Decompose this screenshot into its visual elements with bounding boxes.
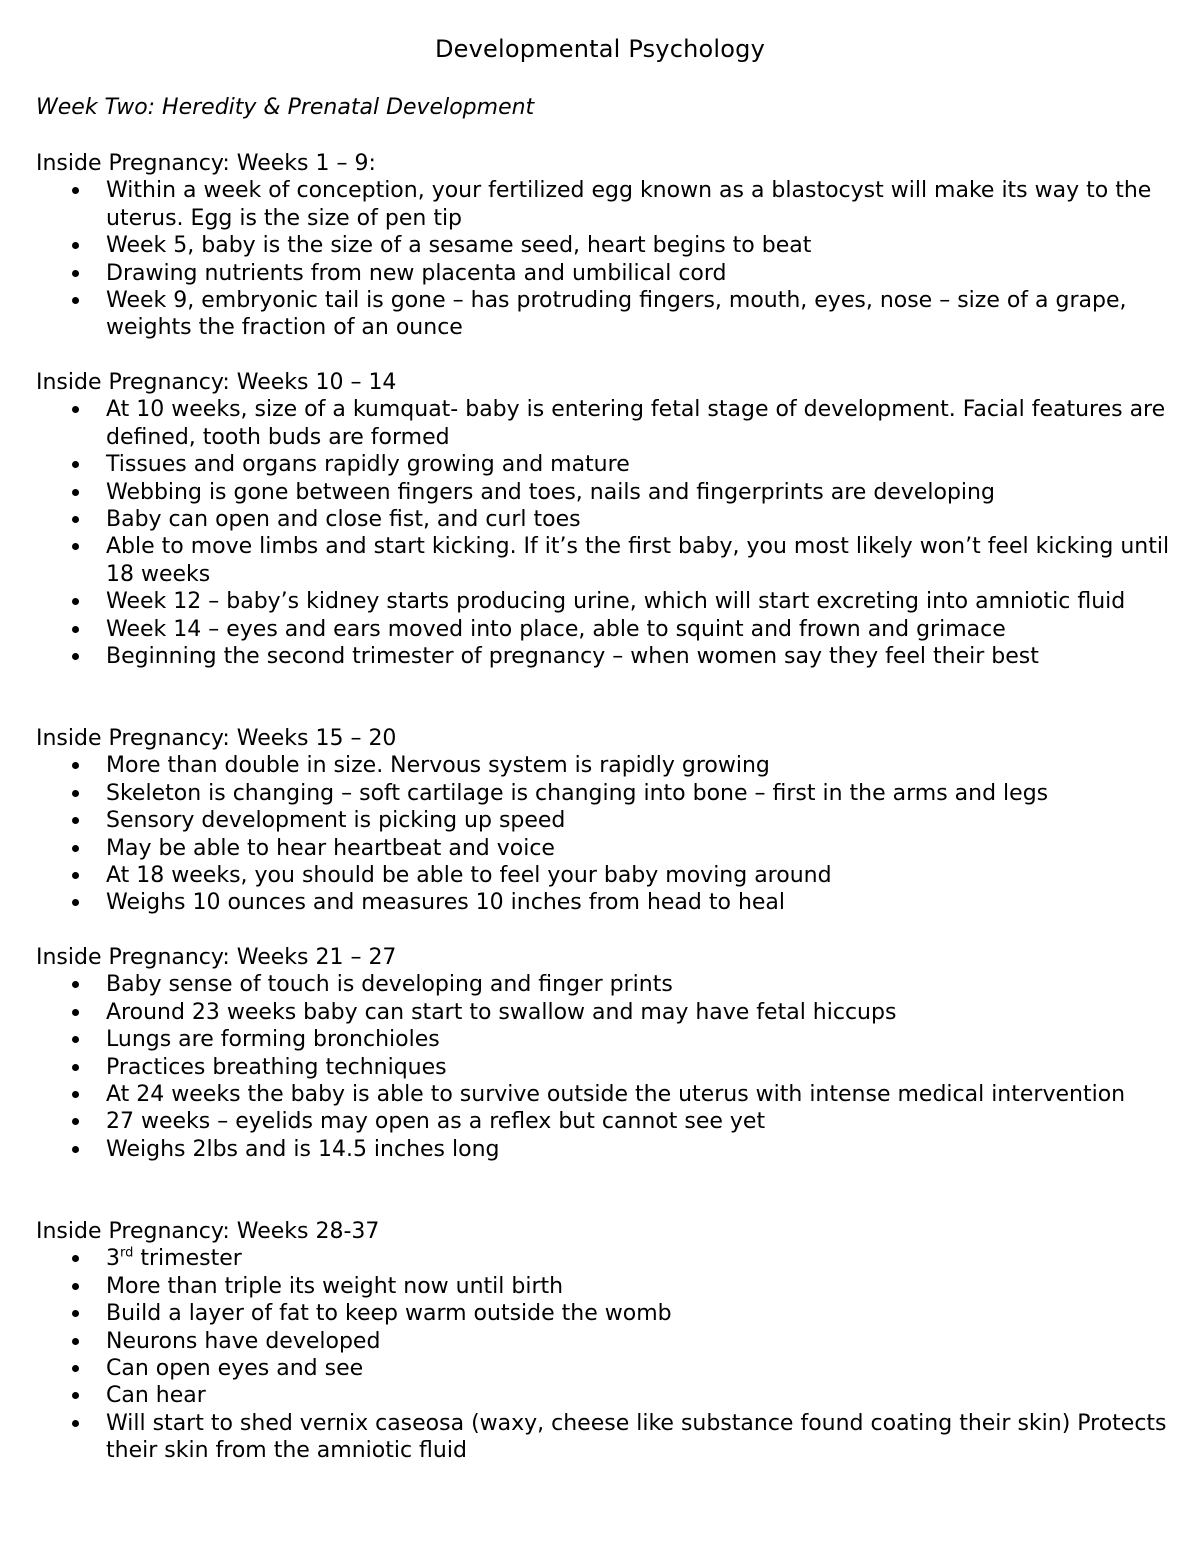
list-item: Sensory development is picking up speed xyxy=(36,807,1176,834)
list-item: Practices breathing techniques xyxy=(36,1054,1176,1081)
document-subtitle: Week Two: Heredity & Prenatal Development xyxy=(36,95,535,120)
list-item: Weighs 2lbs and is 14.5 inches long xyxy=(36,1136,1176,1163)
bullet-icon xyxy=(72,598,79,605)
section-weeks-10-14 xyxy=(36,369,1176,670)
bullet-icon xyxy=(72,1338,79,1345)
list-item-trimester xyxy=(36,1245,1176,1272)
list-item: Baby sense of touch is developing and finger prints xyxy=(36,971,1176,998)
list-item: At 18 weeks, you should be able to feel your baby moving around xyxy=(36,862,1176,889)
list-item: Weighs 10 ounces and measures 10 inches from head to heal xyxy=(36,889,1176,916)
trimester-text: trimester xyxy=(133,1246,242,1272)
list-item: Webbing is gone between fingers and toes, nails and fingerprints are developing xyxy=(36,479,1176,506)
bullet-icon xyxy=(72,187,79,194)
list-item: Will start to shed vernix caseosa (waxy, cheese like substance found coating their skin) Protects their skin from the amniotic fluid xyxy=(36,1410,1176,1465)
list-item: Within a week of conception, your fertilized egg known as a blastocyst will make its way to the uterus. Egg is the size of pen tip xyxy=(36,177,1176,232)
bullet-list xyxy=(36,752,1176,916)
bullet-icon xyxy=(72,1283,79,1290)
bullet-list xyxy=(36,396,1176,670)
bullet-icon xyxy=(72,845,79,852)
list-item: Able to move limbs and start kicking. If it’s the first baby, you most likely won’t feel kicking until 18 weeks xyxy=(36,533,1176,588)
section-heading: Inside Pregnancy: Weeks 21 – 27 xyxy=(36,945,397,970)
list-item: At 10 weeks, size of a kumquat- baby is entering fetal stage of development. Facial features are defined, tooth buds are formed xyxy=(36,396,1176,451)
list-item: Week 12 – baby’s kidney starts producing urine, which will start excreting into amniotic fluid xyxy=(36,588,1176,615)
list-item: At 24 weeks the baby is able to survive outside the uterus with intense medical intervention xyxy=(36,1081,1176,1108)
bullet-list xyxy=(36,971,1176,1163)
list-item: Week 14 – eyes and ears moved into place, able to squint and frown and grimace xyxy=(36,616,1176,643)
list-item: Can hear xyxy=(36,1382,1176,1409)
section-weeks-21-27 xyxy=(36,944,1176,1163)
bullet-icon xyxy=(72,543,79,550)
bullet-icon xyxy=(72,1420,79,1427)
list-item: More than double in size. Nervous system is rapidly growing xyxy=(36,752,1176,779)
bullet-list xyxy=(36,177,1176,341)
bullet-icon xyxy=(72,1255,79,1262)
bullet-list xyxy=(36,1245,1176,1464)
bullet-icon xyxy=(72,461,79,468)
section-weeks-15-20 xyxy=(36,725,1176,917)
bullet-icon xyxy=(72,899,79,906)
bullet-icon xyxy=(72,1009,79,1016)
bullet-icon xyxy=(72,489,79,496)
bullet-icon xyxy=(72,1064,79,1071)
bullet-icon xyxy=(72,242,79,249)
ordinal-suffix: rd xyxy=(120,1246,134,1262)
bullet-icon xyxy=(72,516,79,523)
section-heading: Inside Pregnancy: Weeks 15 – 20 xyxy=(36,726,397,751)
bullet-icon xyxy=(72,762,79,769)
list-item: Neurons have developed xyxy=(36,1328,1176,1355)
bullet-icon xyxy=(72,981,79,988)
bullet-icon xyxy=(72,297,79,304)
bullet-icon xyxy=(72,270,79,277)
list-item: More than triple its weight now until birth xyxy=(36,1273,1176,1300)
section-heading: Inside Pregnancy: Weeks 28-37 xyxy=(36,1219,380,1244)
bullet-icon xyxy=(72,1118,79,1125)
trimester-number: 3 xyxy=(106,1246,120,1272)
bullet-icon xyxy=(72,406,79,413)
list-item: Lungs are forming bronchioles xyxy=(36,1026,1176,1053)
section-weeks-1-9 xyxy=(36,150,1176,342)
section-heading: Inside Pregnancy: Weeks 1 – 9: xyxy=(36,151,376,176)
bullet-icon xyxy=(72,1146,79,1153)
bullet-icon xyxy=(72,653,79,660)
list-item: May be able to hear heartbeat and voice xyxy=(36,835,1176,862)
list-item: Baby can open and close fist, and curl toes xyxy=(36,506,1176,533)
bullet-icon xyxy=(72,1310,79,1317)
list-item: Week 9, embryonic tail is gone – has protruding fingers, mouth, eyes, nose – size of a grape, weights the fraction of an ounce xyxy=(36,287,1176,342)
bullet-icon xyxy=(72,1036,79,1043)
list-item: 27 weeks – eyelids may open as a reflex but cannot see yet xyxy=(36,1108,1176,1135)
bullet-icon xyxy=(72,817,79,824)
list-item: Can open eyes and see xyxy=(36,1355,1176,1382)
bullet-icon xyxy=(72,1392,79,1399)
bullet-icon xyxy=(72,790,79,797)
list-item: Around 23 weeks baby can start to swallow and may have fetal hiccups xyxy=(36,999,1176,1026)
section-weeks-28-37 xyxy=(36,1218,1176,1465)
list-item: Skeleton is changing – soft cartilage is changing into bone – first in the arms and legs xyxy=(36,780,1176,807)
list-item: Week 5, baby is the size of a sesame seed, heart begins to beat xyxy=(36,232,1176,259)
list-item: Drawing nutrients from new placenta and umbilical cord xyxy=(36,260,1176,287)
list-item: Tissues and organs rapidly growing and mature xyxy=(36,451,1176,478)
bullet-icon xyxy=(72,626,79,633)
list-item: Beginning the second trimester of pregnancy – when women say they feel their best xyxy=(36,643,1176,670)
bullet-icon xyxy=(72,1091,79,1098)
document-title: Developmental Psychology xyxy=(434,35,765,63)
bullet-icon xyxy=(72,1365,79,1372)
list-item: Build a layer of fat to keep warm outside the womb xyxy=(36,1300,1176,1327)
bullet-icon xyxy=(72,872,79,879)
section-heading: Inside Pregnancy: Weeks 10 – 14 xyxy=(36,370,397,395)
